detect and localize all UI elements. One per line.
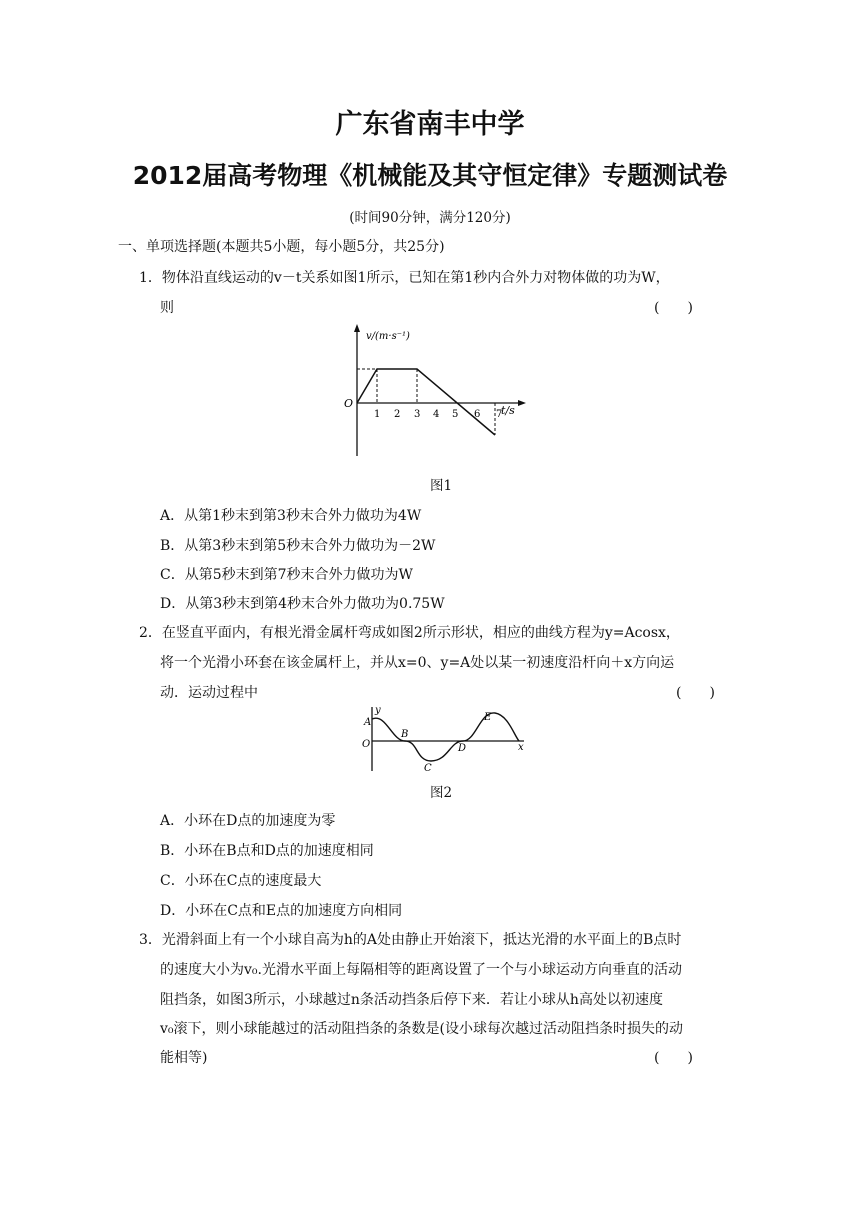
tick-label: 7 — [496, 409, 503, 420]
point-d-label: D — [458, 743, 467, 754]
figure-1-caption: 图1 — [430, 478, 453, 494]
tick-label: 3 — [414, 409, 421, 420]
x-axis-label: t/s — [501, 404, 515, 417]
tick-label: 5 — [452, 409, 459, 420]
q1-option-d: D．从第3秒末到第4秒末合外力做功为0.75W — [160, 596, 445, 612]
q1-option-a: A．从第1秒末到第3秒末合外力做功为4W — [160, 508, 422, 524]
q1-line2: 则 — [160, 300, 174, 316]
q2-line3: 动．运动过程中 — [160, 685, 258, 701]
point-c-label: C — [424, 763, 432, 774]
q3-line5: 能相等) — [160, 1050, 208, 1066]
y-axis-arrow-icon — [354, 324, 360, 332]
section-heading: 一、单项选择题(本题共5小题，每小题5分，共25分) — [118, 239, 445, 255]
q1-option-b: B．从第3秒末到第5秒末合外力做功为－2W — [160, 538, 436, 554]
origin-label: O — [344, 397, 354, 410]
q3-answer-paren: ( ) — [654, 1050, 693, 1066]
exam-title: 2012届高考物理《机械能及其守恒定律》专题测试卷 — [132, 161, 728, 190]
x-label: x — [518, 742, 524, 753]
exam-subtitle: (时间90分钟，满分120分) — [349, 210, 511, 226]
q1-answer-paren: ( ) — [654, 300, 693, 316]
q3-line2: 的速度大小为v₀.光滑水平面上每隔相等的距离设置了一个与小球运动方向垂直的活动 — [160, 962, 682, 978]
figure-2-caption: 图2 — [430, 785, 453, 801]
y-axis-label: v/(m·s⁻¹) — [366, 331, 410, 342]
q2-line1: 2．在竖直平面内，有根光滑金属杆弯成如图2所示形状，相应的曲线方程为y=Acosx， — [139, 625, 680, 641]
q2-option-b: B．小环在B点和D点的加速度相同 — [160, 843, 374, 859]
point-e-label: E — [484, 712, 492, 723]
y-label: y — [375, 705, 381, 716]
figure-1-vt-graph — [330, 322, 530, 462]
q2-line2: 将一个光滑小环套在该金属杆上，并从x=0、y=A处以某一初速度沿杆向＋x方向运 — [160, 655, 675, 671]
school-title: 广东省南丰中学 — [335, 109, 525, 140]
q1-line1: 1．物体沿直线运动的v－t关系如图1所示，已知在第1秒内合外力对物体做的功为W， — [139, 270, 670, 286]
q1-option-c: C．从第5秒末到第7秒末合外力做功为W — [160, 567, 413, 583]
tick-label: 1 — [374, 409, 381, 420]
q2-answer-paren: ( ) — [676, 685, 715, 701]
q2-option-c: C．小环在C点的速度最大 — [160, 873, 322, 889]
point-a-label: A — [364, 717, 372, 728]
q2-option-a: A．小环在D点的加速度为零 — [160, 813, 336, 829]
q3-line3: 阻挡条，如图3所示，小球越过n条活动挡条后停下来．若让小球从h高处以初速度 — [160, 992, 663, 1008]
tick-label: 4 — [433, 409, 440, 420]
figure-2-cosine-rod — [358, 703, 533, 775]
vt-curve — [357, 369, 495, 435]
q3-line1: 3．光滑斜面上有一个小球自高为h的A处由静止开始滚下，抵达光滑的水平面上的B点时 — [139, 932, 682, 948]
q2-option-d: D．小环在C点和E点的加速度方向相同 — [160, 903, 403, 919]
tick-label: 6 — [474, 409, 481, 420]
point-b-label: B — [401, 729, 409, 740]
tick-label: 2 — [394, 409, 401, 420]
cosine-curve — [372, 713, 519, 761]
x-axis-arrow-icon — [518, 400, 526, 406]
origin-label: O — [362, 739, 371, 750]
q3-line4: v₀滚下，则小球能越过的活动阻挡条的条数是(设小球每次越过活动阻挡条时损失的动 — [160, 1021, 683, 1037]
